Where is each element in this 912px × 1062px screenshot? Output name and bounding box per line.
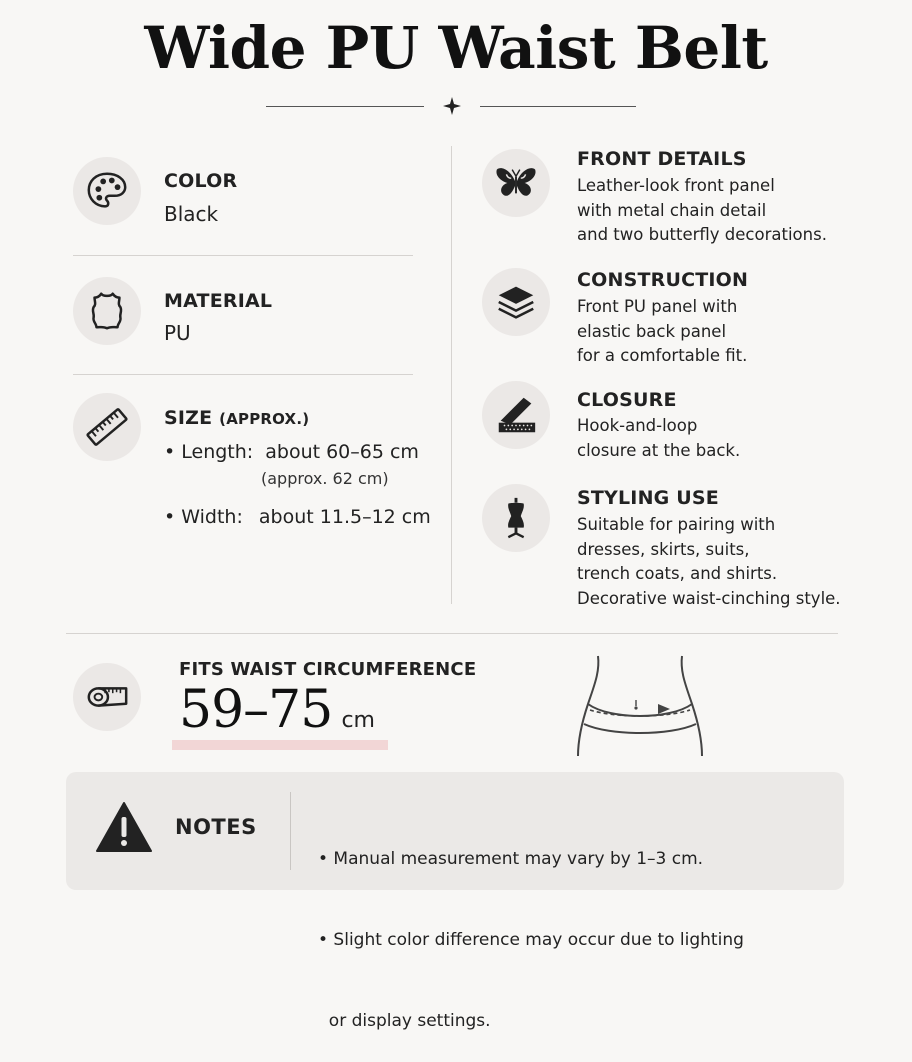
fit-label: FITS WAIST CIRCUMFERENCE (179, 659, 477, 680)
front-details-icon-badge (482, 149, 550, 217)
desc-line: and two butterfly decorations. (577, 225, 827, 244)
note-line: • Slight color difference may occur due to lighting (318, 930, 744, 950)
color-label: COLOR (164, 170, 238, 192)
styling-label: STYLING USE (577, 487, 719, 509)
size-label-text: SIZE (164, 407, 213, 429)
fit-range-value: 59–75 (179, 680, 333, 740)
desc-line: for a comfortable fit. (577, 346, 748, 365)
notes-divider (290, 792, 291, 870)
construction-label: CONSTRUCTION (577, 269, 749, 291)
color-value: Black (164, 202, 219, 226)
size-width-row (164, 506, 431, 528)
size-label (164, 407, 309, 429)
desc-line: Hook-and-loop (577, 416, 698, 435)
size-length-value: about 60–65 cm (265, 441, 419, 463)
divider (73, 374, 413, 375)
waist-measurement-illustration (570, 652, 710, 760)
sparkle-icon (442, 96, 462, 116)
title-divider-right (480, 106, 636, 107)
notes-text (318, 792, 744, 1062)
construction-icon-badge (482, 268, 550, 336)
layers-icon (493, 279, 539, 325)
material-icon-badge (73, 277, 141, 345)
desc-line: Decorative waist-cinching style. (577, 588, 841, 608)
fit-highlight (172, 740, 388, 750)
size-icon-badge (73, 393, 141, 461)
divider (73, 255, 413, 256)
title-divider-left (266, 106, 424, 107)
size-width-value: about 11.5–12 cm (258, 506, 431, 528)
desc-line: Front PU panel with (577, 297, 738, 316)
section-divider (66, 633, 838, 634)
fit-icon-badge (73, 663, 141, 731)
size-length-label: • Length: (164, 441, 254, 463)
construction-desc (577, 295, 747, 369)
desc-line: with metal chain detail (577, 200, 767, 220)
fit-range-row (179, 680, 375, 740)
fit-range-unit: cm (341, 708, 375, 733)
size-label-suffix: (APPROX.) (219, 410, 310, 428)
hook-and-loop-icon (493, 392, 539, 438)
styling-icon-badge (482, 484, 550, 552)
butterfly-icon (493, 160, 539, 206)
closure-label: CLOSURE (577, 389, 677, 411)
notes-label: NOTES (175, 815, 257, 839)
note-line: • Manual measurement may vary by 1–3 cm. (318, 849, 704, 869)
ruler-icon (84, 404, 130, 450)
front-details-desc (577, 174, 827, 248)
desc-line: elastic back panel (577, 321, 727, 341)
dress-form-icon (493, 495, 539, 541)
desc-line: closure at the back. (577, 440, 741, 460)
size-width-label: • Width: (164, 506, 243, 528)
size-length-note: (approx. 62 cm) (261, 469, 389, 488)
palette-icon (84, 168, 130, 214)
desc-line: Leather-look front panel (577, 176, 775, 195)
desc-line: dresses, skirts, suits, (577, 539, 750, 559)
color-icon-badge (73, 157, 141, 225)
column-divider (451, 146, 452, 604)
leather-hide-icon (84, 288, 130, 334)
closure-icon-badge (482, 381, 550, 449)
size-length-row (164, 441, 419, 463)
page-title: Wide PU Waist Belt (144, 14, 768, 82)
material-label: MATERIAL (164, 290, 273, 312)
material-value: PU (164, 321, 191, 345)
tape-measure-icon (84, 674, 130, 720)
desc-line: Suitable for pairing with (577, 515, 776, 534)
warning-icon (95, 800, 153, 854)
closure-desc (577, 414, 740, 463)
desc-line: trench coats, and shirts. (577, 564, 778, 583)
styling-desc (577, 513, 841, 611)
note-line: or display settings. (318, 1011, 491, 1031)
front-details-label: FRONT DETAILS (577, 148, 747, 170)
